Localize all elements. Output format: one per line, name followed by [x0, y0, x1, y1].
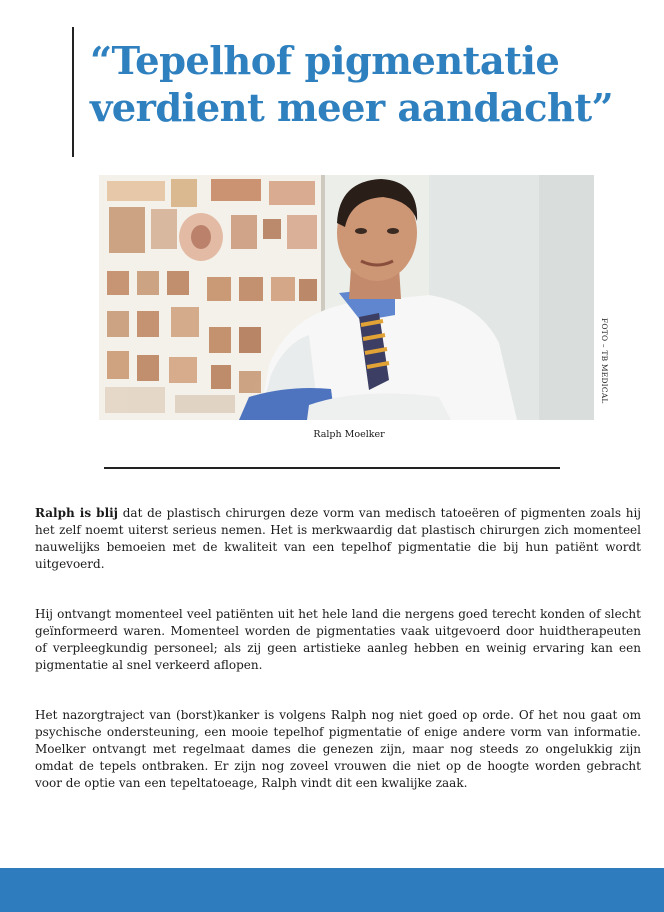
portrait-photo [99, 175, 594, 420]
title-accent-rule [72, 27, 74, 157]
paragraph [35, 505, 641, 573]
paragraph-text: dat de plastisch chirurgen deze vorm van medisch tatoeëren of pigmenten zoals hij het zelf noemt uiterst serieus nemen. Het is merkwaardig dat plastisch chirurgen zich momenteel nauwelijks bemoeien met de kwaliteit van een tepelhof pigmentatie die bij hun patiënt wordt uitgevoerd. [35, 506, 642, 571]
photo-credit: FOTO – TB MEDICAL [600, 318, 609, 404]
paragraph: Hij ontvangt momenteel veel patiënten uit het hele land die nergens goed terecht konden of slecht geïnformeerd waren. Momenteel worden de pigmentaties vaak uitgevoerd door huidtherapeuten of verpleegkundig personeel; als zij geen artistieke aanleg hebben en weinig ervaring kan een pigmentatie al snel verkeerd aflopen. [35, 607, 641, 672]
article-title: “Tepelhof pigmentatie verdient meer aandacht” [90, 39, 614, 131]
section-divider [104, 467, 560, 469]
paragraph: Het nazorgtraject van (borst)kanker is volgens Ralph nog niet goed op orde. Of het nou gaat om psychische ondersteuning, een mooie tepelhof pigmentatie of enige andere vorm van informatie. Moelker ontvangt met regelmaat dames die genezen zijn, maar nog steeds zo ongelukkig zijn omdat de tepels ontbraken. Er zijn nog zoveel vrouwen die niet op de hoogte worden gebracht voor de optie van een tepeltatoeage, Ralph vindt dit een kwalijke zaak. [35, 708, 641, 790]
photo-caption: Ralph Moelker [313, 429, 385, 440]
paragraph-lead: Ralph is blij [35, 506, 119, 520]
article-body [35, 505, 641, 825]
footer-bar [0, 868, 664, 912]
